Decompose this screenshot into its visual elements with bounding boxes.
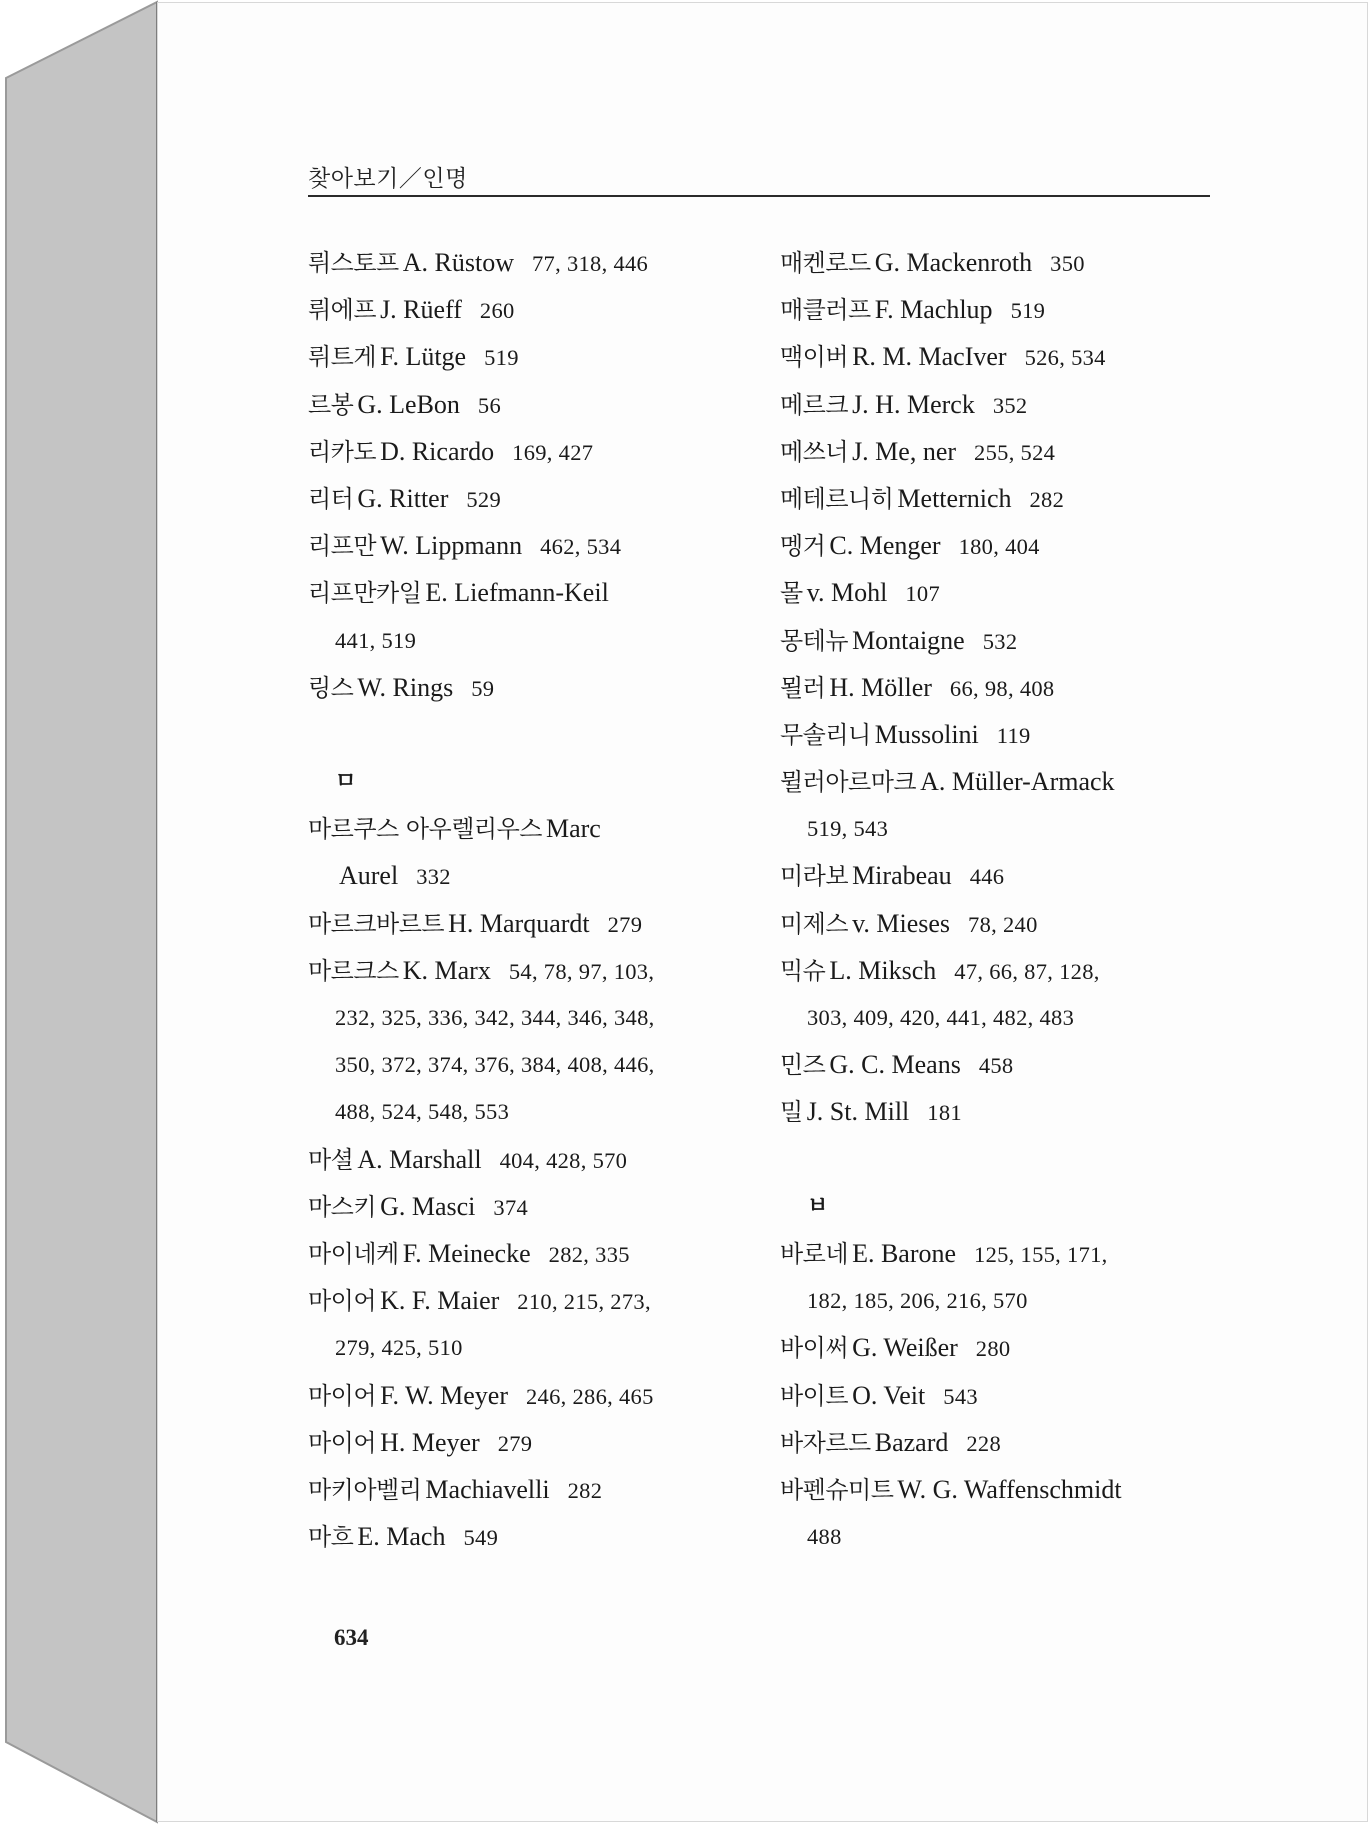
entry-korean-name: 뤼스토프 [308, 249, 399, 277]
entry-page-refs: 488 [807, 1524, 842, 1550]
entry-original-name: E. Mach [357, 1522, 446, 1552]
entry-page-refs: 169, 427 [512, 439, 594, 465]
entry-page-refs: 332 [416, 864, 451, 890]
entry-original-name: A. Rüstow [402, 248, 514, 277]
entry-korean-name: 마이어 [308, 1381, 377, 1410]
entry-korean-name: 바자르드 [780, 1428, 871, 1457]
entry-korean-name: 바이써 [780, 1334, 849, 1363]
entry-page-refs: 255, 524 [974, 439, 1056, 465]
entry-original-name: F. Meinecke [402, 1238, 531, 1268]
entry-original-name: Metternich [897, 483, 1012, 513]
entry-page-refs: 519, 543 [807, 816, 889, 842]
page-number: 634 [334, 1625, 369, 1650]
entry-original-name: G. C. Means [829, 1050, 961, 1080]
entry-korean-name: 리터 [308, 484, 354, 513]
index-entry [780, 569, 1240, 616]
index-entry [780, 1088, 1240, 1135]
entry-page-refs: 182, 185, 206, 216, 570 [807, 1288, 1028, 1314]
entry-korean-name: 밀 [780, 1098, 803, 1127]
index-entry [308, 239, 768, 286]
entry-page-refs: 350 [1050, 251, 1085, 276]
entry-original-name: v. Mieses [852, 908, 951, 938]
entry-korean-name: 링스 [308, 673, 354, 702]
index-entry [780, 900, 1240, 947]
index-entry [780, 381, 1240, 428]
entry-korean-name: 매켄로드 [780, 249, 871, 277]
entry-page-refs: 462, 534 [540, 534, 622, 560]
entry-korean-name: 바로네 [780, 1239, 849, 1268]
entry-original-name-cont: Aurel [339, 861, 399, 891]
index-entry [780, 758, 1240, 805]
index-entry [780, 617, 1240, 664]
index-entry [780, 711, 1240, 758]
entry-korean-name: 바이트 [780, 1381, 849, 1410]
entry-page-refs: 119 [996, 722, 1031, 748]
entry-original-name: G. LeBon [357, 389, 460, 419]
entry-original-name: W. Rings [357, 672, 454, 702]
entry-korean-name: 마이어 [308, 1428, 377, 1457]
entry-original-name: L. Miksch [829, 955, 937, 985]
entry-continuation [308, 1324, 768, 1371]
entry-page-refs: 77, 318, 446 [532, 251, 649, 276]
entry-page-refs: 404, 428, 570 [499, 1147, 628, 1173]
index-entry [308, 381, 768, 428]
section-heading: ㅁ [335, 769, 357, 795]
index-entry [308, 1419, 768, 1466]
index-entry [780, 428, 1240, 475]
entry-korean-name: 믹슈 [780, 956, 826, 985]
entry-original-name: Marc [545, 814, 601, 844]
entry-original-name: F. W. Meyer [380, 1380, 508, 1410]
entry-korean-name: 메쓰너 [780, 437, 849, 466]
entry-page-refs: 279 [607, 911, 643, 937]
blank-line [308, 711, 768, 758]
entry-korean-name: 바펜슈미트 [780, 1475, 894, 1504]
entry-original-name: D. Ricardo [380, 436, 495, 466]
index-entry [308, 1372, 768, 1419]
entry-korean-name: 마셜 [308, 1145, 354, 1174]
entry-original-name: K. F. Maier [380, 1286, 500, 1316]
entry-page-refs: 279 [497, 1430, 533, 1456]
entry-original-name: O. Veit [852, 1380, 926, 1410]
index-entry [308, 1230, 768, 1277]
entry-korean-name: 마이어 [308, 1287, 377, 1316]
entry-korean-name: 뤼에프 [308, 296, 377, 325]
entry-korean-name: 리카도 [308, 437, 377, 466]
entry-page-refs: 66, 98, 408 [949, 675, 1055, 701]
entry-original-name: Montaigne [852, 625, 965, 655]
index-entry [780, 947, 1240, 994]
entry-page-refs: 180, 404 [958, 534, 1040, 560]
entry-original-name: K. Marx [402, 955, 491, 985]
entry-continuation [308, 852, 768, 899]
entry-korean-name: 메르크 [780, 390, 849, 419]
blank-line [780, 1136, 1240, 1183]
entry-korean-name: 마키아벨리 [308, 1475, 422, 1504]
index-entry [780, 1230, 1240, 1277]
index-entry [308, 805, 768, 852]
book-page [157, 2, 1368, 1822]
entry-page-refs: 279, 425, 510 [335, 1335, 463, 1361]
entry-original-name: J. St. Mill [806, 1097, 910, 1127]
entry-original-name: H. Möller [829, 672, 932, 702]
entry-continuation [308, 617, 768, 664]
entry-page-refs: 47, 66, 87, 128, [954, 958, 1100, 984]
entry-page-refs: 458 [978, 1053, 1014, 1079]
index-entry [308, 1466, 768, 1513]
entry-original-name: H. Marquardt [448, 908, 590, 938]
book-spine-face [6, 2, 157, 1822]
entry-original-name: A. Müller-Armack [920, 767, 1115, 797]
index-entry [308, 286, 768, 333]
index-entry [780, 333, 1240, 380]
index-entry [308, 475, 768, 522]
entry-continuation [780, 805, 1240, 852]
index-entry [780, 286, 1240, 333]
entry-original-name: Mussolini [874, 719, 979, 749]
entry-continuation [308, 994, 768, 1041]
index-entry [780, 239, 1240, 286]
entry-original-name: F. Machlup [874, 295, 993, 325]
entry-original-name: J. Rüeff [380, 295, 462, 325]
entry-original-name: v. Mohl [806, 578, 888, 608]
entry-page-refs: 59 [471, 675, 495, 701]
entry-original-name: G. Weißer [852, 1333, 958, 1363]
entry-page-refs: 280 [975, 1336, 1011, 1362]
index-entry [308, 1513, 768, 1560]
entry-korean-name: 마이네케 [308, 1239, 399, 1268]
entry-page-refs: 519 [484, 345, 519, 371]
entry-page-refs: 232, 325, 336, 342, 344, 346, 348, [335, 1005, 655, 1030]
page-title: 찾아보기／인명 [308, 166, 468, 192]
entry-page-refs: 125, 155, 171, [974, 1241, 1108, 1267]
entry-page-refs: 54, 78, 97, 103, [508, 958, 655, 984]
index-entry [780, 1324, 1240, 1371]
index-entry [308, 522, 768, 569]
index-entry [308, 1183, 768, 1230]
entry-continuation [308, 1041, 768, 1088]
entry-original-name: H. Meyer [380, 1427, 480, 1457]
entry-original-name: G. Masci [380, 1191, 476, 1221]
entry-page-refs: 246, 286, 465 [525, 1383, 654, 1409]
entry-page-refs: 519 [1010, 298, 1046, 324]
entry-page-refs: 529 [466, 486, 502, 512]
entry-page-refs: 107 [905, 581, 940, 607]
entry-korean-name: 몰 [780, 579, 803, 608]
entry-page-refs: 488, 524, 548, 553 [335, 1099, 510, 1125]
index-entry [308, 333, 768, 380]
entry-continuation [308, 1088, 768, 1135]
entry-original-name: A. Marshall [357, 1144, 482, 1174]
entry-original-name: G. Ritter [357, 483, 449, 513]
entry-korean-name: 맥이버 [780, 343, 849, 372]
entry-korean-name: 몽테뉴 [780, 626, 849, 655]
entry-korean-name: 마르크바르트 [308, 909, 445, 938]
entry-page-refs: 303, 409, 420, 441, 482, 483 [807, 1005, 1075, 1030]
index-entry [308, 428, 768, 475]
entry-original-name: W. G. Waffenschmidt [897, 1474, 1122, 1504]
entry-original-name: E. Liefmann-Keil [425, 578, 609, 608]
entry-korean-name: 뮐러아르마크 [780, 768, 917, 797]
index-header [308, 165, 1210, 197]
entry-korean-name: 묄러 [780, 673, 826, 702]
entry-page-refs: 210, 215, 273, [517, 1289, 651, 1315]
entry-korean-name: 마스키 [308, 1192, 377, 1221]
entry-continuation [780, 1513, 1240, 1560]
entry-original-name: E. Barone [852, 1238, 957, 1268]
entry-page-refs: 543 [943, 1383, 978, 1409]
entry-korean-name: 미제스 [780, 909, 849, 938]
entry-page-refs: 78, 240 [968, 911, 1038, 937]
entry-original-name: C. Menger [829, 531, 941, 561]
entry-korean-name: 르봉 [308, 390, 354, 419]
entry-original-name: R. M. MacIver [852, 342, 1007, 372]
entry-page-refs: 526, 534 [1024, 345, 1106, 371]
entry-page-refs: 228 [966, 1430, 1002, 1456]
entry-page-refs: 374 [493, 1194, 529, 1220]
entry-korean-name: 리프만 [308, 532, 377, 561]
entry-korean-name: 마르쿠스 아우렐리우스 [308, 815, 542, 844]
entry-page-refs: 352 [992, 392, 1028, 418]
index-entry [780, 664, 1240, 711]
entry-page-refs: 446 [969, 864, 1005, 890]
entry-continuation [780, 994, 1240, 1041]
entry-korean-name: 민즈 [780, 1051, 826, 1080]
section-heading: ㅂ [807, 1193, 829, 1219]
entry-page-refs: 532 [982, 628, 1018, 654]
index-entry [780, 475, 1240, 522]
entry-original-name: J. H. Merck [852, 389, 975, 419]
entry-korean-name: 무솔리니 [780, 720, 871, 749]
entry-korean-name: 마흐 [308, 1523, 354, 1552]
entry-korean-name: 메테르니히 [780, 484, 894, 513]
index-entry [780, 1372, 1240, 1419]
entry-original-name: W. Lippmann [380, 531, 523, 561]
entry-korean-name: 리프만카일 [308, 579, 422, 608]
entry-korean-name: 미라보 [780, 862, 849, 891]
index-entry [780, 1466, 1240, 1513]
index-entry [780, 1041, 1240, 1088]
index-entry [308, 947, 768, 994]
entry-korean-name: 뤼트게 [308, 343, 377, 372]
entry-original-name: Mirabeau [852, 861, 952, 891]
index-entry [308, 900, 768, 947]
entry-korean-name: 매클러프 [780, 296, 871, 325]
entry-original-name: F. Lütge [380, 342, 467, 372]
entry-page-refs: 549 [463, 1525, 499, 1551]
entry-korean-name: 멩거 [780, 532, 826, 561]
entry-continuation [780, 1277, 1240, 1324]
index-entry [780, 1419, 1240, 1466]
index-entry [308, 1277, 768, 1324]
entry-page-refs: 350, 372, 374, 376, 384, 408, 446, [335, 1052, 655, 1078]
entry-original-name: J. Me, ner [852, 436, 957, 466]
entry-page-refs: 282 [1029, 486, 1065, 512]
entry-page-refs: 260 [479, 298, 515, 324]
entry-korean-name: 마르크스 [308, 956, 399, 985]
entry-original-name: G. Mackenroth [874, 248, 1033, 277]
entry-page-refs: 282, 335 [548, 1241, 630, 1267]
index-entry [308, 569, 768, 616]
index-column-right [780, 239, 1240, 1560]
entry-original-name: Machiavelli [425, 1474, 550, 1504]
entry-page-refs: 282 [567, 1477, 603, 1503]
index-entry [780, 522, 1240, 569]
entry-original-name: Bazard [874, 1427, 949, 1457]
index-column-left [308, 239, 768, 1560]
index-entry [308, 1136, 768, 1183]
entry-page-refs: 56 [477, 392, 502, 418]
index-entry [780, 852, 1240, 899]
index-entry [308, 664, 768, 711]
entry-page-refs: 441, 519 [335, 627, 417, 653]
entry-page-refs: 181 [927, 1100, 962, 1126]
